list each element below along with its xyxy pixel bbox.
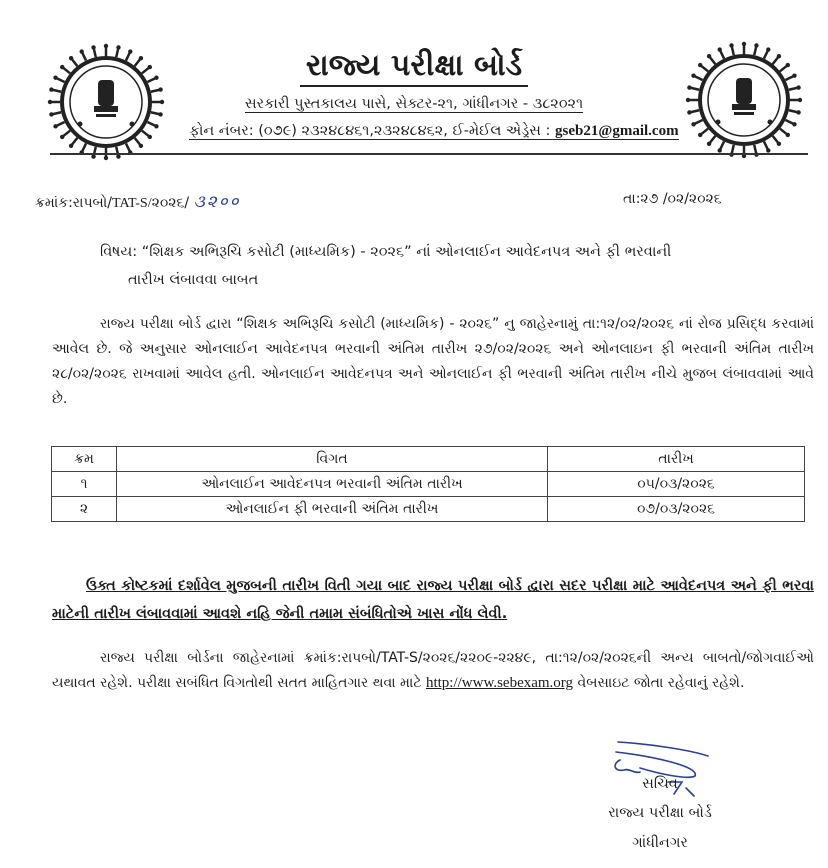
seal-spike-dot xyxy=(687,85,691,89)
table-row xyxy=(52,472,805,497)
letterhead-address xyxy=(0,96,828,112)
signatory-organisation: રાજ્ય પરીક્ષા બોર્ડ xyxy=(608,805,712,821)
seal-spike-dot xyxy=(158,87,162,91)
seal-spike-dot xyxy=(729,43,733,47)
seal-spike xyxy=(82,143,86,151)
seal-spike xyxy=(52,112,61,114)
email-link[interactable]: gseb21@gmail.com xyxy=(555,123,679,139)
seal-spike xyxy=(151,90,160,92)
handwritten-number: ૩૨०० xyxy=(193,192,241,212)
seal-spike-dot xyxy=(754,43,758,47)
board-name: રાજ્ય પરીક્ષા બોર્ડ xyxy=(300,48,528,87)
seal-spike-dot xyxy=(104,156,108,160)
body-paragraph-2 xyxy=(52,646,814,696)
seal-spike-dot xyxy=(116,154,120,158)
important-notice xyxy=(52,572,814,628)
row-detail: ઓનલાઈન આવેદનપત્ર ભરવાની અંતિમ તારીખ xyxy=(117,472,548,497)
seal-spike-dot xyxy=(777,142,781,146)
header-detail: વિગત xyxy=(117,447,548,472)
seal-spike-dot xyxy=(49,112,53,116)
seal-spike xyxy=(52,90,61,92)
phone-label: ફોન નંબર: (૦૭૯) ૨૩૨૪૮૪૬૧,૨૩૨૪૮૪૬૨, ઈ-મેઈલ એડ્રેસ : xyxy=(189,123,551,139)
paragraph-2-tail: વેબસાઇટ જોતા રહેવાનું રહેશે. xyxy=(577,675,745,691)
row-serial: ૧ xyxy=(52,472,117,497)
table-row xyxy=(52,497,805,522)
reference-number xyxy=(35,189,240,212)
body-paragraph-1 xyxy=(52,312,814,412)
signatory-designation: સચિવ xyxy=(642,776,678,792)
table-header-row xyxy=(52,447,805,472)
seal-spike-dot xyxy=(91,154,95,158)
row-date: ૦૫/૦૩/૨૦૨૬ xyxy=(548,472,805,497)
seal-spike-dot xyxy=(69,144,73,148)
row-detail: ઓનલાઈન ફી ભરવાની અંતિમ તારીખ xyxy=(117,497,548,522)
seal-spike xyxy=(690,88,699,90)
website-link[interactable]: http://www.sebexam.org xyxy=(425,675,574,691)
header-serial: ક્રમ xyxy=(52,447,117,472)
letter-date: તા:૨૭ /૦૨/૨૦૨૬ xyxy=(623,191,722,207)
address-text: સરકારી પુસ્તકાલય પાસે, સેક્ટર-૨૧, ગાંધીનગર - ૩૮૨૦૨૧ xyxy=(244,96,584,112)
seal-spike xyxy=(789,88,798,90)
subject-line-1: વિષય: “શિક્ષક અભિરૂચિ કસોટી (માધ્યમિક) - ૨૦૨૬” નાં ઓનલાઈન આવેદનપત્ર અને ફી ભરવાની xyxy=(100,244,672,260)
seal-spike xyxy=(764,141,768,149)
row-date: ૦૭/૦૩/૨૦૨૬ xyxy=(548,497,805,522)
ref-year: ૨૦૨૬/ xyxy=(151,195,190,211)
subject-line-2: તારીખ લંબાવવા બાબત xyxy=(128,272,259,288)
ref-code: TAT-S/ xyxy=(112,196,152,211)
notice-text: ઉક્ત કોષ્ટકમાં દર્શાવેલ મુજબની તારીખ વિતી ગયા બાદ રાજ્ય પરીક્ષા બોર્ડ દ્વારા સદર પરીક્ષા માટે આવેદનપત્ર અને ફી ભરવા માટેની તારીખ લંબાવવામાં આવશે નહિ જેની તમામ સંબંધિતોએ ખાસ નોંધ લેવી. xyxy=(52,578,814,622)
seal-spike-dot xyxy=(718,148,722,152)
seal-spike xyxy=(151,112,160,114)
header-date: તારીખ xyxy=(548,447,805,472)
seal-spike-dot xyxy=(49,87,53,91)
seal-spike-dot xyxy=(707,142,711,146)
letterhead-contact xyxy=(20,123,828,140)
seal-spike-dot xyxy=(139,144,143,148)
header-divider xyxy=(50,153,808,155)
seal-spike-dot xyxy=(742,42,746,46)
paragraph-2-text: રાજ્ય પરીક્ષા બોર્ડના જાહેરનામાં ક્રમાંક:રાપબો/TAT-S/૨૦૨૬/૨૨૦૯-૨૨૪૯, તા:૧૨/૦૨/૨૦૨૬ની અન્ય બાબતો/જોગવાઈઓ યથાવત રહેશે. પરીક્ષા સબંધિત વિગતોથી સતત માહિતગાર થવા માટે xyxy=(52,650,814,691)
signatory-place: ગાંધીનગર xyxy=(632,835,688,851)
seal-spike-dot xyxy=(158,112,162,116)
letterhead-title xyxy=(0,48,828,83)
seal-spike-dot xyxy=(766,148,770,152)
subject xyxy=(100,238,760,294)
paragraph-1-text: રાજ્ય પરીક્ષા બોર્ડ દ્વારા “શિક્ષક અભિરૂચિ કસોટી (માધ્યમિક) - ૨૦૨૬” નુ જાહેરનામું તા:૧૨/૦૨/૨૦૨૬ નાં રોજ પ્રસિદ્ધ કરવામાં આવેલ છે. જે અનુસાર ઓનલાઈન આવેદનપત્ર ભરવાની અંતિમ તારીખ ૨૭/૦૨/૨૦૨૬ અને ઓનલાઇન ફી ભરવાની અંતિમ તારીખ ૨૮/૦૨/૨૦૨૬ રાખવામાં આવેલ હતી. ઓનલાઈન આવેદનપત્ર અને ઓનલાઈન ફી ભરવાની અંતિમ તારીખ નીચે મુજબ લંબાવવામાં આવે છે. xyxy=(52,316,814,407)
seal-spike xyxy=(720,141,724,149)
row-serial: ૨ xyxy=(52,497,117,522)
seal-spike-dot xyxy=(796,85,800,89)
schedule-table xyxy=(51,446,805,522)
seal-spike xyxy=(126,143,130,151)
ref-prefix: ક્રમાંક:રાપબો/ xyxy=(35,195,113,211)
